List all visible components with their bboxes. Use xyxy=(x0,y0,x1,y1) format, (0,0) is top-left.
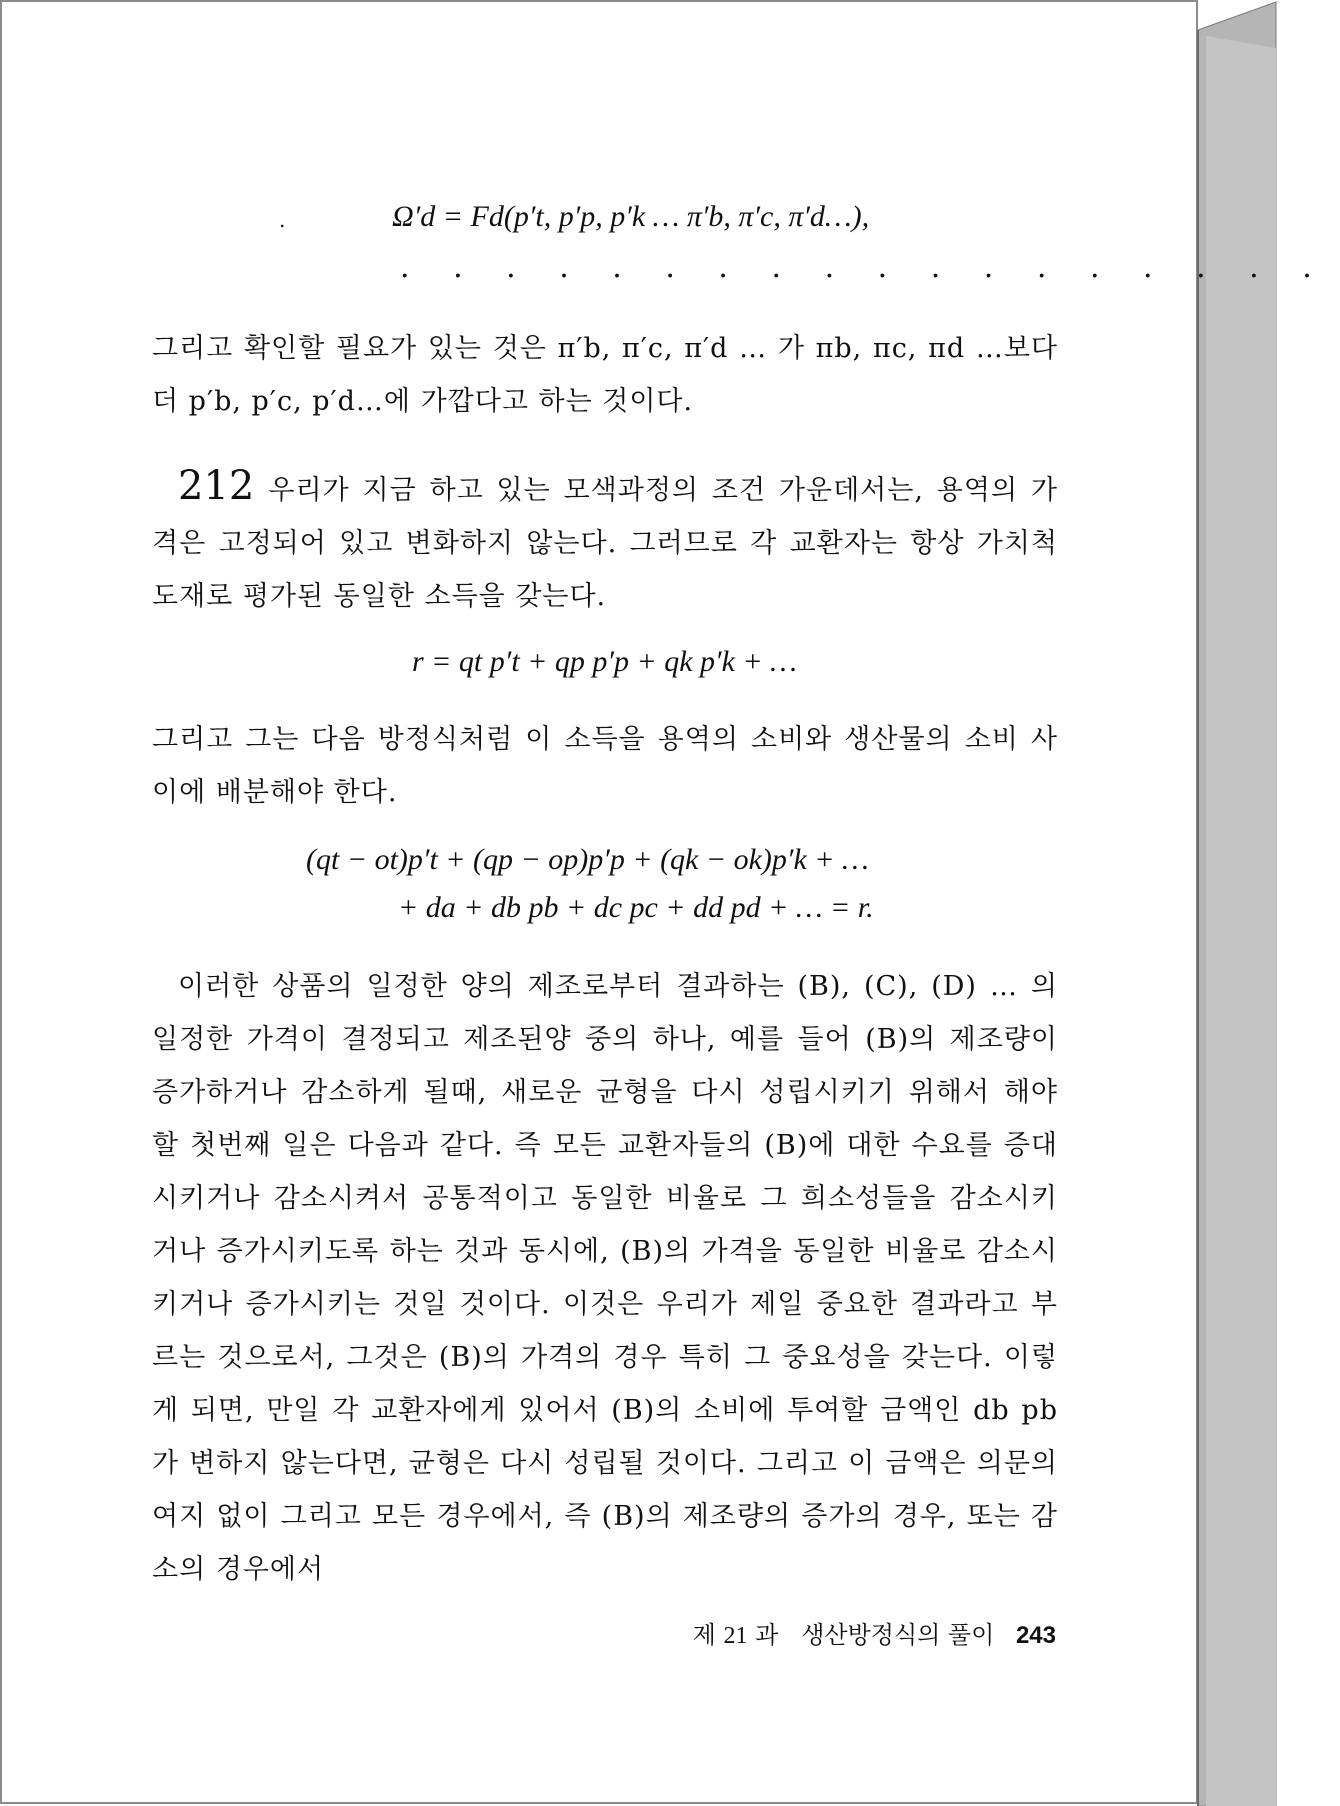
chapter-title: 생산방정식의 풀이 xyxy=(801,1621,995,1649)
page-footer xyxy=(676,1615,1056,1650)
stray-mark: . xyxy=(279,208,286,232)
chapter-number: 21 xyxy=(723,1623,748,1649)
formula-omega-demand: Ω′d = Fd(p′t, p′p, p′k … π′b, π′c, π′d…), xyxy=(392,200,870,233)
formula-continuation-dots: . . . . . . . . . . . . . . . . . . xyxy=(400,250,1329,285)
formula-budget-line-1: (qt − ot)p′t + (qp − op)p′p + (qk − ok)p′k + … xyxy=(306,843,869,876)
page-number: 243 xyxy=(1015,1622,1056,1649)
paragraph-1: 그리고 확인할 필요가 있는 것은 π′b, π′c, π′d … 가 πb, πc, πd …보다 더 p′b, p′c, p′d…에 가깝다고 하는 것이다. xyxy=(152,333,1058,417)
section-number: 212 xyxy=(178,463,255,509)
chapter-suffix: 과 xyxy=(755,1621,779,1649)
paragraph-2: 우리가 지금 하고 있는 모색과정의 조건 가운데서는, 용역의 가격은 고정되어 있고 변화하지 않는다. 그러므로 각 교환자는 항상 가치척도재로 평가된 동일한 소득을 갖는다. xyxy=(152,475,1058,612)
formula-budget-line-2: + da + db pb + dc pc + dd pd + … = r. xyxy=(398,891,874,924)
section-212-paragraph xyxy=(152,460,1058,623)
paragraph-3: 그리고 그는 다음 방정식처럼 이 소득을 용역의 소비와 생산물의 소비 사이에 배분해야 한다. xyxy=(152,724,1058,808)
formula-income: r = qt p′t + qp p′p + qk p′k + … xyxy=(412,645,797,678)
chapter-prefix: 제 xyxy=(692,1621,716,1649)
paragraph-4: 이러한 상품의 일정한 양의 제조로부터 결과하는 (B), (C), (D) … 의 일정한 가격이 결정되고 제조된양 중의 하나, 예를 들어 (B)의 제조량이 증가하거나 감소하게 될때, 새로운 균형을 다시 성립시키기 위해서 해야 할 첫번째 일은 다음과 같다. 즉 모든 교환자들의 (B)에 대한 수요를 증대시키거나 감소시켜서 공통적이고 동일한 비율로 그 희소성들을 감소시키거나 증가시키도록 하는 것과 동시에, (B)의 가격을 동일한 비율로 감소시키거나 증가시키는 것일 것이다. 이것은 우리가 제일 중요한 결과라고 부르는 것으로서, 그것은 (B)의 가격의 경우 특히 그 중요성을 갖는다. 이렇게 되면, 만일 각 교환자에게 있어서 (B)의 소비에 투여할 금액인 db pb가 변하지 않는다면, 균형은 다시 성립될 것이다. 그리고 이 금액은 의문의 여지 없이 그리고 모든 경우에서, 즉 (B)의 제조량의 증가의 경우, 또는 감소의 경우에서 xyxy=(152,971,1058,1585)
